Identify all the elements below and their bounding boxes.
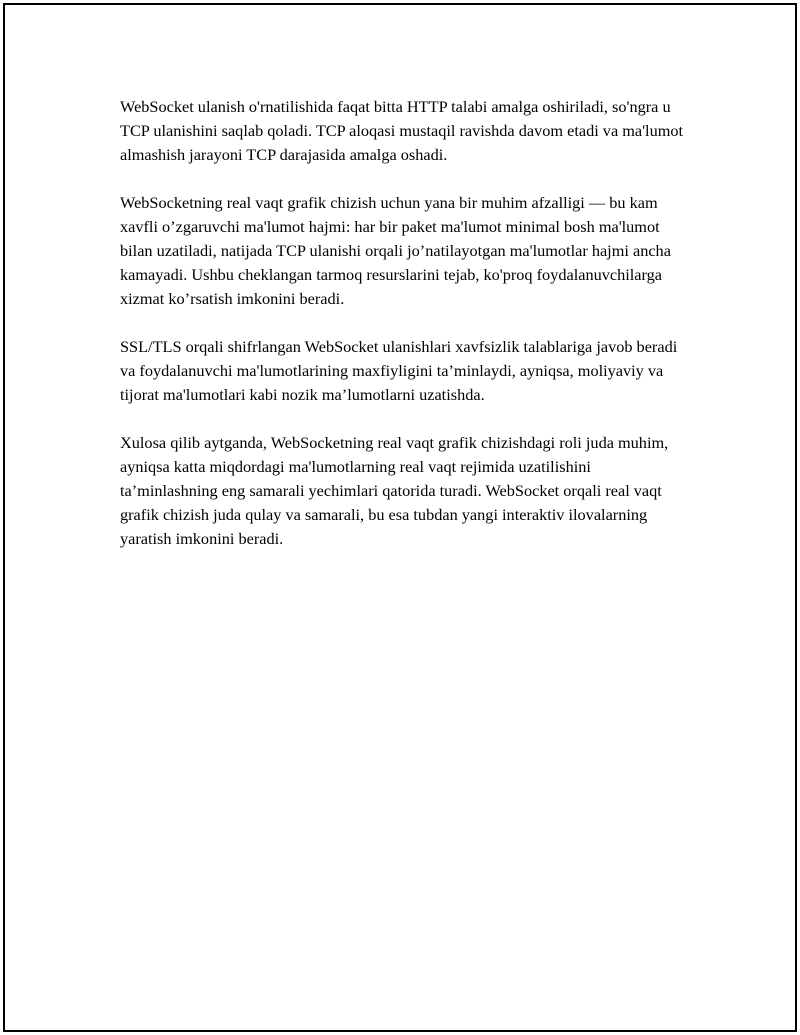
paragraph-3: SSL/TLS orqali shifrlangan WebSocket ulanishlari xavfsizlik talablariga javob beradi va foydalanuvchi ma'lumotlarining maxfiyligini ta’minlaydi, ayniqsa, moliyaviy va tijorat ma'lumotlari kabi nozik ma’lumotlarni uzatishda. xyxy=(120,337,678,404)
paragraph-2: WebSocketning real vaqt grafik chizish uchun yana bir muhim afzalligi — bu kam xavfli o’zgaruvchi ma'lumot hajmi: har bir paket ma'lumot minimal bosh ma'lumot bilan uzatiladi, natijada TCP ulanishi orqali jo’natilayotgan ma'lumotlar hajmi ancha kamayadi. Ushbu cheklangan tarmoq resurslarini tejab, ko'proq foydalanuvchilarga xizmat ko’rsatish imkonini beradi. xyxy=(120,193,671,308)
document-body xyxy=(120,95,690,575)
paragraph-4: Xulosa qilib aytganda, WebSocketning real vaqt grafik chizishdagi roli juda muhim, ayniqsa katta miqdordagi ma'lumotlarning real vaqt rejimida uzatilishini ta’minlashning eng samarali yechimlari qatorida turadi. WebSocket orqali real vaqt grafik chizish juda qulay va samarali, bu esa tubdan yangi interaktiv ilovalarning yaratish imkonini beradi. xyxy=(120,433,669,548)
document-page xyxy=(3,3,797,1032)
paragraph-1: WebSocket ulanish o'rnatilishida faqat bitta HTTP talabi amalga oshiriladi, so'ngra u TCP ulanishini saqlab qoladi. TCP aloqasi mustaqil ravishda davom etadi va ma'lumot almashish jarayoni TCP darajasida amalga oshadi. xyxy=(120,97,684,164)
